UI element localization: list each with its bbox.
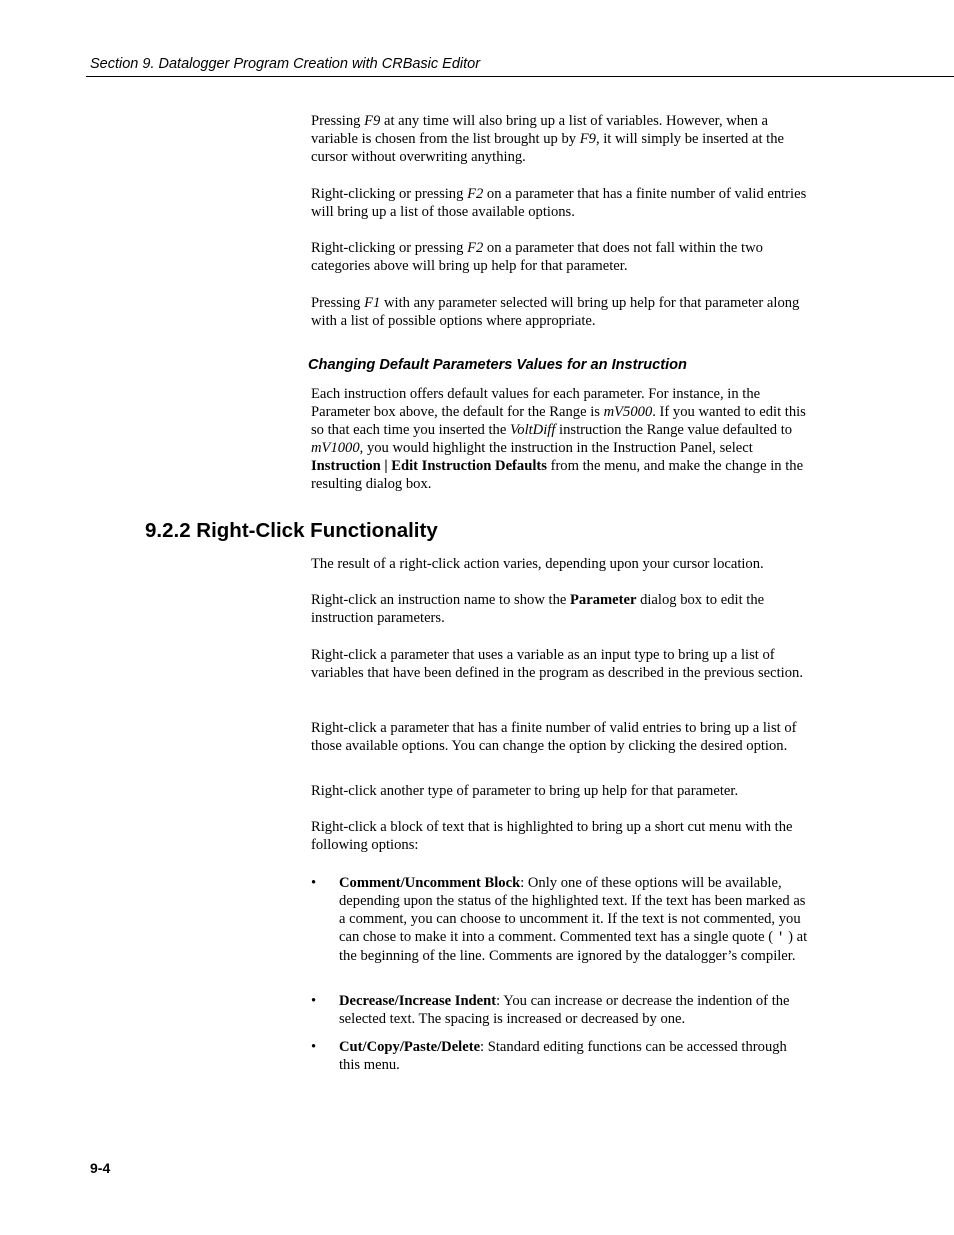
paragraph-f2-help: Right-clicking or pressing F2 on a parameter that does not fall within the two categories above will bring up help for that parameter. <box>311 240 763 274</box>
paragraph-right-click-other: Right-click another type of parameter to bring up help for that parameter. <box>311 783 739 799</box>
bullet-icon: • <box>311 875 317 891</box>
paragraph-f1: Pressing F1 with any parameter selected will bring up help for that parameter along with a list of possible options where appropriate. <box>311 295 800 329</box>
paragraph-right-click-block: Right-click a block of text that is highlighted to bring up a short cut menu with the following options: <box>311 819 793 853</box>
paragraph-default-values: Each instruction offers default values for each parameter. For instance, in the Parameter box above, the default for the Range is mV5000. If you wanted to edit this so that each time you inserted the VoltDiff instruction the Range value defaulted to mV1000, you would highlight the instruction in the Instruction Panel, select Instruction | Edit Instruction Defaults from the menu, and make the change in the resulting dialog box. <box>311 386 806 492</box>
list-item: • Comment/Uncomment Block: Only one of these options will be available, depending upon the status of the highlighted text. If the text has been marked as a comment, you can choose to uncomment it. If the text is not commented, you can chose to make it into a comment. Commented text has a single quote ( ' ) at the beginning of the line. Comments are ignored by the datalogger’s compiler. <box>311 875 808 964</box>
paragraph-right-click-variable: Right-click a parameter that uses a variable as an input type to bring up a list of variables that have been defined in the program as described in the previous section. <box>311 647 803 681</box>
paragraph-right-click-intro: The result of a right-click action varies, depending upon your cursor location. <box>311 556 764 572</box>
header-divider <box>86 76 954 77</box>
list-item: • Cut/Copy/Paste/Delete: Standard editing functions can be accessed through this menu. <box>311 1039 787 1073</box>
paragraph-f2-finite: Right-clicking or pressing F2 on a parameter that has a finite number of valid entries will bring up a list of those available options. <box>311 186 807 220</box>
bullet-icon: • <box>311 993 317 1009</box>
bullet-icon: • <box>311 1039 317 1055</box>
list-item: • Decrease/Increase Indent: You can increase or decrease the indention of the selected text. The spacing is increased or decreased by one. <box>311 993 790 1027</box>
running-header: Section 9. Datalogger Program Creation with CRBasic Editor <box>90 56 481 72</box>
section-heading-right-click: 9.2.2 Right-Click Functionality <box>145 519 438 542</box>
page-number: 9-4 <box>90 1160 111 1176</box>
paragraph-f9: Pressing F9 at any time will also bring up a list of variables. However, when a variable is chosen from the list brought up by F9, it will simply be inserted at the cursor without overwriting anything. <box>311 113 785 165</box>
paragraph-right-click-instruction: Right-click an instruction name to show the Parameter dialog box to edit the instruction parameters. <box>311 592 765 626</box>
subheading-default-parameters: Changing Default Parameters Values for an Instruction <box>308 357 687 373</box>
paragraph-right-click-finite: Right-click a parameter that has a finite number of valid entries to bring up a list of those available options. You can change the option by clicking the desired option. <box>311 720 797 754</box>
